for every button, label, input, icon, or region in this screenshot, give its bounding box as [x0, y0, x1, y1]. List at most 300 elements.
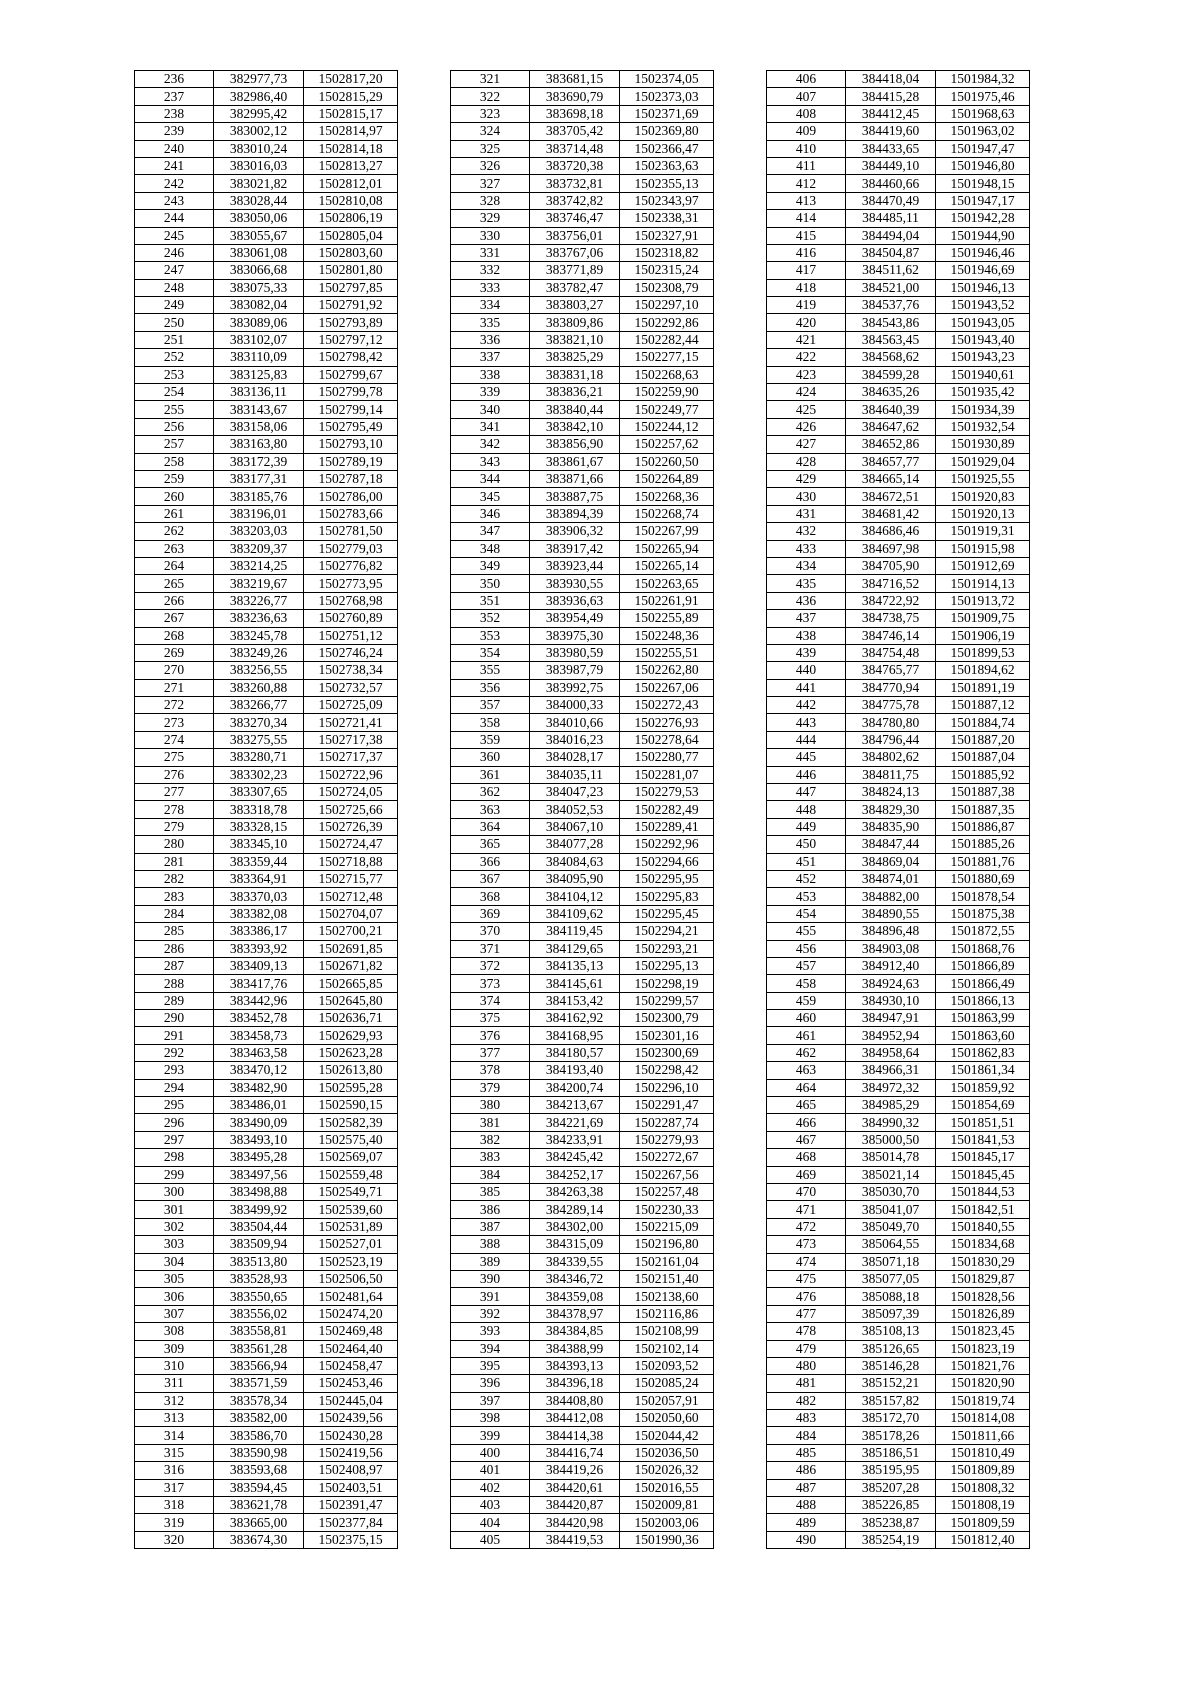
point-number-cell: 444 [767, 731, 846, 748]
point-number-cell: 251 [135, 331, 214, 348]
point-number-cell: 312 [135, 1392, 214, 1409]
x-coordinate-cell: 383509,94 [214, 1236, 304, 1253]
x-coordinate-cell: 384302,00 [530, 1218, 620, 1235]
point-number-cell: 314 [135, 1427, 214, 1444]
x-coordinate-cell: 384016,23 [530, 731, 620, 748]
point-number-cell: 247 [135, 262, 214, 279]
y-coordinate-cell: 1502803,60 [304, 244, 398, 261]
x-coordinate-cell: 383158,06 [214, 418, 304, 435]
x-coordinate-cell: 384010,66 [530, 714, 620, 731]
point-number-cell: 284 [135, 905, 214, 922]
table-row [135, 784, 398, 801]
y-coordinate-cell: 1502458,47 [304, 1357, 398, 1374]
y-coordinate-cell: 1502715,77 [304, 870, 398, 887]
point-number-cell: 270 [135, 662, 214, 679]
table-row [451, 262, 714, 279]
point-number-cell: 376 [451, 1027, 530, 1044]
point-number-cell: 407 [767, 88, 846, 105]
y-coordinate-cell: 1501944,90 [936, 227, 1030, 244]
point-number-cell: 483 [767, 1410, 846, 1427]
table-row [135, 905, 398, 922]
point-number-cell: 277 [135, 784, 214, 801]
y-coordinate-cell: 1502315,24 [620, 262, 714, 279]
table-row [451, 1097, 714, 1114]
y-coordinate-cell: 1502009,81 [620, 1497, 714, 1514]
point-number-cell: 267 [135, 610, 214, 627]
table-row [767, 105, 1030, 122]
table-row [135, 557, 398, 574]
coordinates-table-3 [766, 70, 1030, 1549]
table-row [135, 888, 398, 905]
point-number-cell: 260 [135, 488, 214, 505]
y-coordinate-cell: 1501881,76 [936, 853, 1030, 870]
point-number-cell: 286 [135, 940, 214, 957]
x-coordinate-cell: 384754,48 [846, 644, 936, 661]
point-number-cell: 375 [451, 1010, 530, 1027]
y-coordinate-cell: 1502265,94 [620, 540, 714, 557]
point-number-cell: 373 [451, 975, 530, 992]
point-number-cell: 311 [135, 1375, 214, 1392]
table-row [451, 662, 714, 679]
x-coordinate-cell: 383698,18 [530, 105, 620, 122]
x-coordinate-cell: 384869,04 [846, 853, 936, 870]
point-number-cell: 240 [135, 140, 214, 157]
y-coordinate-cell: 1502786,00 [304, 488, 398, 505]
y-coordinate-cell: 1502623,28 [304, 1044, 398, 1061]
y-coordinate-cell: 1502265,14 [620, 557, 714, 574]
point-number-cell: 320 [135, 1531, 214, 1548]
y-coordinate-cell: 1501887,35 [936, 801, 1030, 818]
point-number-cell: 348 [451, 540, 530, 557]
point-number-cell: 412 [767, 175, 846, 192]
table-row [767, 1131, 1030, 1148]
x-coordinate-cell: 384738,75 [846, 610, 936, 627]
point-number-cell: 410 [767, 140, 846, 157]
table-row [135, 523, 398, 540]
point-number-cell: 254 [135, 384, 214, 401]
x-coordinate-cell: 383203,03 [214, 523, 304, 540]
point-number-cell: 294 [135, 1079, 214, 1096]
table-row [451, 905, 714, 922]
point-number-cell: 474 [767, 1253, 846, 1270]
x-coordinate-cell: 385157,82 [846, 1392, 936, 1409]
y-coordinate-cell: 1502016,55 [620, 1479, 714, 1496]
y-coordinate-cell: 1502268,63 [620, 366, 714, 383]
point-number-cell: 350 [451, 575, 530, 592]
table-row [451, 644, 714, 661]
point-number-cell: 306 [135, 1288, 214, 1305]
y-coordinate-cell: 1501946,46 [936, 244, 1030, 261]
table-row [135, 1166, 398, 1183]
x-coordinate-cell: 383417,76 [214, 975, 304, 992]
y-coordinate-cell: 1501814,08 [936, 1410, 1030, 1427]
y-coordinate-cell: 1502636,71 [304, 1010, 398, 1027]
point-number-cell: 276 [135, 766, 214, 783]
x-coordinate-cell: 384419,60 [846, 123, 936, 140]
x-coordinate-cell: 383923,44 [530, 557, 620, 574]
table-row [767, 1027, 1030, 1044]
y-coordinate-cell: 1502439,56 [304, 1410, 398, 1427]
point-number-cell: 280 [135, 836, 214, 853]
x-coordinate-cell: 385049,70 [846, 1218, 936, 1235]
y-coordinate-cell: 1502298,42 [620, 1062, 714, 1079]
x-coordinate-cell: 384672,51 [846, 488, 936, 505]
point-number-cell: 296 [135, 1114, 214, 1131]
y-coordinate-cell: 1501975,46 [936, 88, 1030, 105]
table-row [135, 1079, 398, 1096]
x-coordinate-cell: 383125,83 [214, 366, 304, 383]
y-coordinate-cell: 1502249,77 [620, 401, 714, 418]
table-row [451, 1218, 714, 1235]
table-row [451, 105, 714, 122]
point-number-cell: 429 [767, 470, 846, 487]
y-coordinate-cell: 1502403,51 [304, 1479, 398, 1496]
table-row [767, 957, 1030, 974]
table-row [451, 1514, 714, 1531]
table-row [767, 870, 1030, 887]
y-coordinate-cell: 1502691,85 [304, 940, 398, 957]
point-number-cell: 438 [767, 627, 846, 644]
x-coordinate-cell: 383930,55 [530, 575, 620, 592]
x-coordinate-cell: 384912,40 [846, 957, 936, 974]
point-number-cell: 481 [767, 1375, 846, 1392]
y-coordinate-cell: 1501872,55 [936, 923, 1030, 940]
x-coordinate-cell: 384780,80 [846, 714, 936, 731]
point-number-cell: 261 [135, 505, 214, 522]
table-row [451, 384, 714, 401]
table-row [451, 1427, 714, 1444]
y-coordinate-cell: 1502343,97 [620, 192, 714, 209]
point-number-cell: 382 [451, 1131, 530, 1148]
x-coordinate-cell: 383856,90 [530, 436, 620, 453]
table-row [135, 731, 398, 748]
point-number-cell: 389 [451, 1253, 530, 1270]
y-coordinate-cell: 1502793,10 [304, 436, 398, 453]
x-coordinate-cell: 383386,17 [214, 923, 304, 940]
table-row [135, 1462, 398, 1479]
y-coordinate-cell: 1501823,19 [936, 1340, 1030, 1357]
x-coordinate-cell: 383452,78 [214, 1010, 304, 1027]
point-number-cell: 447 [767, 784, 846, 801]
y-coordinate-cell: 1502768,98 [304, 592, 398, 609]
x-coordinate-cell: 384847,44 [846, 836, 936, 853]
x-coordinate-cell: 384416,74 [530, 1444, 620, 1461]
table-row [767, 853, 1030, 870]
table-row [451, 210, 714, 227]
point-number-cell: 367 [451, 870, 530, 887]
y-coordinate-cell: 1501809,89 [936, 1462, 1030, 1479]
x-coordinate-cell: 385186,51 [846, 1444, 936, 1461]
y-coordinate-cell: 1502645,80 [304, 992, 398, 1009]
x-coordinate-cell: 383871,66 [530, 470, 620, 487]
table-row [767, 436, 1030, 453]
point-number-cell: 343 [451, 453, 530, 470]
x-coordinate-cell: 383831,18 [530, 366, 620, 383]
y-coordinate-cell: 1501943,05 [936, 314, 1030, 331]
x-coordinate-cell: 383328,15 [214, 818, 304, 835]
y-coordinate-cell: 1502430,28 [304, 1427, 398, 1444]
y-coordinate-cell: 1502453,46 [304, 1375, 398, 1392]
y-coordinate-cell: 1501880,69 [936, 870, 1030, 887]
x-coordinate-cell: 383665,00 [214, 1514, 304, 1531]
table-row [767, 1114, 1030, 1131]
table-row [135, 244, 398, 261]
table-row [135, 1444, 398, 1461]
x-coordinate-cell: 383089,06 [214, 314, 304, 331]
table-row [135, 140, 398, 157]
y-coordinate-cell: 1501823,45 [936, 1323, 1030, 1340]
y-coordinate-cell: 1502815,29 [304, 88, 398, 105]
table-row [767, 123, 1030, 140]
y-coordinate-cell: 1502793,89 [304, 314, 398, 331]
x-coordinate-cell: 383987,79 [530, 662, 620, 679]
table-row [767, 575, 1030, 592]
table-row [767, 505, 1030, 522]
table-row [451, 1531, 714, 1548]
table-row [767, 1410, 1030, 1427]
y-coordinate-cell: 1502057,91 [620, 1392, 714, 1409]
table-row [767, 1253, 1030, 1270]
y-coordinate-cell: 1502738,34 [304, 662, 398, 679]
y-coordinate-cell: 1502289,41 [620, 818, 714, 835]
y-coordinate-cell: 1502523,19 [304, 1253, 398, 1270]
y-coordinate-cell: 1502298,19 [620, 975, 714, 992]
y-coordinate-cell: 1502371,69 [620, 105, 714, 122]
table-row [135, 575, 398, 592]
y-coordinate-cell: 1502700,21 [304, 923, 398, 940]
y-coordinate-cell: 1502527,01 [304, 1236, 398, 1253]
y-coordinate-cell: 1501812,40 [936, 1531, 1030, 1548]
point-number-cell: 266 [135, 592, 214, 609]
y-coordinate-cell: 1502613,80 [304, 1062, 398, 1079]
y-coordinate-cell: 1501863,99 [936, 1010, 1030, 1027]
y-coordinate-cell: 1502799,78 [304, 384, 398, 401]
point-number-cell: 347 [451, 523, 530, 540]
point-number-cell: 329 [451, 210, 530, 227]
table-row [451, 1166, 714, 1183]
point-number-cell: 268 [135, 627, 214, 644]
table-row [451, 1392, 714, 1409]
point-number-cell: 461 [767, 1027, 846, 1044]
y-coordinate-cell: 1502582,39 [304, 1114, 398, 1131]
point-number-cell: 401 [451, 1462, 530, 1479]
table-row [135, 453, 398, 470]
y-coordinate-cell: 1502798,42 [304, 349, 398, 366]
x-coordinate-cell: 384084,63 [530, 853, 620, 870]
x-coordinate-cell: 383226,77 [214, 592, 304, 609]
table-row [135, 297, 398, 314]
x-coordinate-cell: 385021,14 [846, 1166, 936, 1183]
table-row [451, 453, 714, 470]
x-coordinate-cell: 384162,92 [530, 1010, 620, 1027]
point-number-cell: 388 [451, 1236, 530, 1253]
point-number-cell: 370 [451, 923, 530, 940]
point-number-cell: 405 [451, 1531, 530, 1548]
point-number-cell: 385 [451, 1184, 530, 1201]
y-coordinate-cell: 1502268,74 [620, 505, 714, 522]
table-row [135, 853, 398, 870]
table-row [767, 453, 1030, 470]
point-number-cell: 315 [135, 1444, 214, 1461]
y-coordinate-cell: 1501866,13 [936, 992, 1030, 1009]
y-coordinate-cell: 1502279,93 [620, 1131, 714, 1148]
table-row [451, 731, 714, 748]
table-row [767, 1444, 1030, 1461]
y-coordinate-cell: 1502539,60 [304, 1201, 398, 1218]
table-row [451, 679, 714, 696]
point-number-cell: 476 [767, 1288, 846, 1305]
point-number-cell: 285 [135, 923, 214, 940]
point-number-cell: 255 [135, 401, 214, 418]
y-coordinate-cell: 1502259,90 [620, 384, 714, 401]
x-coordinate-cell: 384802,62 [846, 749, 936, 766]
x-coordinate-cell: 384811,75 [846, 766, 936, 783]
table-row [767, 836, 1030, 853]
point-number-cell: 328 [451, 192, 530, 209]
x-coordinate-cell: 383163,80 [214, 436, 304, 453]
x-coordinate-cell: 383842,10 [530, 418, 620, 435]
table-row [135, 992, 398, 1009]
x-coordinate-cell: 384168,95 [530, 1027, 620, 1044]
point-number-cell: 431 [767, 505, 846, 522]
y-coordinate-cell: 1501884,74 [936, 714, 1030, 731]
y-coordinate-cell: 1502725,09 [304, 697, 398, 714]
y-coordinate-cell: 1502215,09 [620, 1218, 714, 1235]
x-coordinate-cell: 383364,91 [214, 870, 304, 887]
x-coordinate-cell: 383705,42 [530, 123, 620, 140]
y-coordinate-cell: 1502783,66 [304, 505, 398, 522]
point-number-cell: 351 [451, 592, 530, 609]
point-number-cell: 241 [135, 157, 214, 174]
y-coordinate-cell: 1501930,89 [936, 436, 1030, 453]
point-number-cell: 238 [135, 105, 214, 122]
point-number-cell: 485 [767, 1444, 846, 1461]
x-coordinate-cell: 384095,90 [530, 870, 620, 887]
x-coordinate-cell: 384233,91 [530, 1131, 620, 1148]
point-number-cell: 478 [767, 1323, 846, 1340]
y-coordinate-cell: 1502257,62 [620, 436, 714, 453]
x-coordinate-cell: 383136,11 [214, 384, 304, 401]
x-coordinate-cell: 384384,85 [530, 1323, 620, 1340]
x-coordinate-cell: 383558,81 [214, 1323, 304, 1340]
x-coordinate-cell: 384665,14 [846, 470, 936, 487]
point-number-cell: 482 [767, 1392, 846, 1409]
x-coordinate-cell: 383177,31 [214, 470, 304, 487]
y-coordinate-cell: 1502722,96 [304, 766, 398, 783]
point-number-cell: 439 [767, 644, 846, 661]
point-number-cell: 357 [451, 697, 530, 714]
y-coordinate-cell: 1502244,12 [620, 418, 714, 435]
table-row [451, 1149, 714, 1166]
y-coordinate-cell: 1501946,80 [936, 157, 1030, 174]
x-coordinate-cell: 384420,61 [530, 1479, 620, 1496]
x-coordinate-cell: 384000,33 [530, 697, 620, 714]
table-row [767, 1427, 1030, 1444]
table-row [135, 331, 398, 348]
x-coordinate-cell: 384052,53 [530, 801, 620, 818]
x-coordinate-cell: 384896,48 [846, 923, 936, 940]
y-coordinate-cell: 1501932,54 [936, 418, 1030, 435]
point-number-cell: 430 [767, 488, 846, 505]
x-coordinate-cell: 383493,10 [214, 1131, 304, 1148]
y-coordinate-cell: 1502295,83 [620, 888, 714, 905]
table-row [451, 697, 714, 714]
x-coordinate-cell: 383214,25 [214, 557, 304, 574]
x-coordinate-cell: 384504,87 [846, 244, 936, 261]
y-coordinate-cell: 1502751,12 [304, 627, 398, 644]
x-coordinate-cell: 383236,63 [214, 610, 304, 627]
y-coordinate-cell: 1502248,36 [620, 627, 714, 644]
x-coordinate-cell: 384958,64 [846, 1044, 936, 1061]
point-number-cell: 290 [135, 1010, 214, 1027]
x-coordinate-cell: 383021,82 [214, 175, 304, 192]
table-row [451, 992, 714, 1009]
x-coordinate-cell: 383370,03 [214, 888, 304, 905]
point-number-cell: 384 [451, 1166, 530, 1183]
table-row [767, 1288, 1030, 1305]
x-coordinate-cell: 384511,62 [846, 262, 936, 279]
x-coordinate-cell: 384077,28 [530, 836, 620, 853]
x-coordinate-cell: 384485,11 [846, 210, 936, 227]
x-coordinate-cell: 384119,45 [530, 923, 620, 940]
x-coordinate-cell: 383219,67 [214, 575, 304, 592]
x-coordinate-cell: 385014,78 [846, 1149, 936, 1166]
table-row [451, 244, 714, 261]
y-coordinate-cell: 1501943,40 [936, 331, 1030, 348]
x-coordinate-cell: 384449,10 [846, 157, 936, 174]
y-coordinate-cell: 1502799,14 [304, 401, 398, 418]
x-coordinate-cell: 383498,88 [214, 1184, 304, 1201]
x-coordinate-cell: 384433,65 [846, 140, 936, 157]
table-row [135, 1201, 398, 1218]
x-coordinate-cell: 384180,57 [530, 1044, 620, 1061]
y-coordinate-cell: 1501863,60 [936, 1027, 1030, 1044]
table-row [767, 1375, 1030, 1392]
table-row [451, 227, 714, 244]
table-row [451, 749, 714, 766]
y-coordinate-cell: 1502293,21 [620, 940, 714, 957]
y-coordinate-cell: 1502629,93 [304, 1027, 398, 1044]
point-number-cell: 333 [451, 279, 530, 296]
table-row [135, 870, 398, 887]
point-number-cell: 365 [451, 836, 530, 853]
table-row [767, 210, 1030, 227]
table-row [767, 1201, 1030, 1218]
x-coordinate-cell: 384414,38 [530, 1427, 620, 1444]
x-coordinate-cell: 384952,94 [846, 1027, 936, 1044]
x-coordinate-cell: 385226,85 [846, 1497, 936, 1514]
y-coordinate-cell: 1502151,40 [620, 1270, 714, 1287]
table-row [451, 297, 714, 314]
y-coordinate-cell: 1502267,56 [620, 1166, 714, 1183]
x-coordinate-cell: 384882,00 [846, 888, 936, 905]
point-number-cell: 265 [135, 575, 214, 592]
x-coordinate-cell: 384647,62 [846, 418, 936, 435]
table-row [451, 1131, 714, 1148]
x-coordinate-cell: 382995,42 [214, 105, 304, 122]
point-number-cell: 378 [451, 1062, 530, 1079]
table-row [451, 714, 714, 731]
point-number-cell: 416 [767, 244, 846, 261]
table-row [135, 1010, 398, 1027]
y-coordinate-cell: 1502787,18 [304, 470, 398, 487]
point-number-cell: 487 [767, 1479, 846, 1496]
point-number-cell: 283 [135, 888, 214, 905]
point-number-cell: 245 [135, 227, 214, 244]
table-row [767, 1166, 1030, 1183]
y-coordinate-cell: 1502779,03 [304, 540, 398, 557]
x-coordinate-cell: 384765,77 [846, 662, 936, 679]
